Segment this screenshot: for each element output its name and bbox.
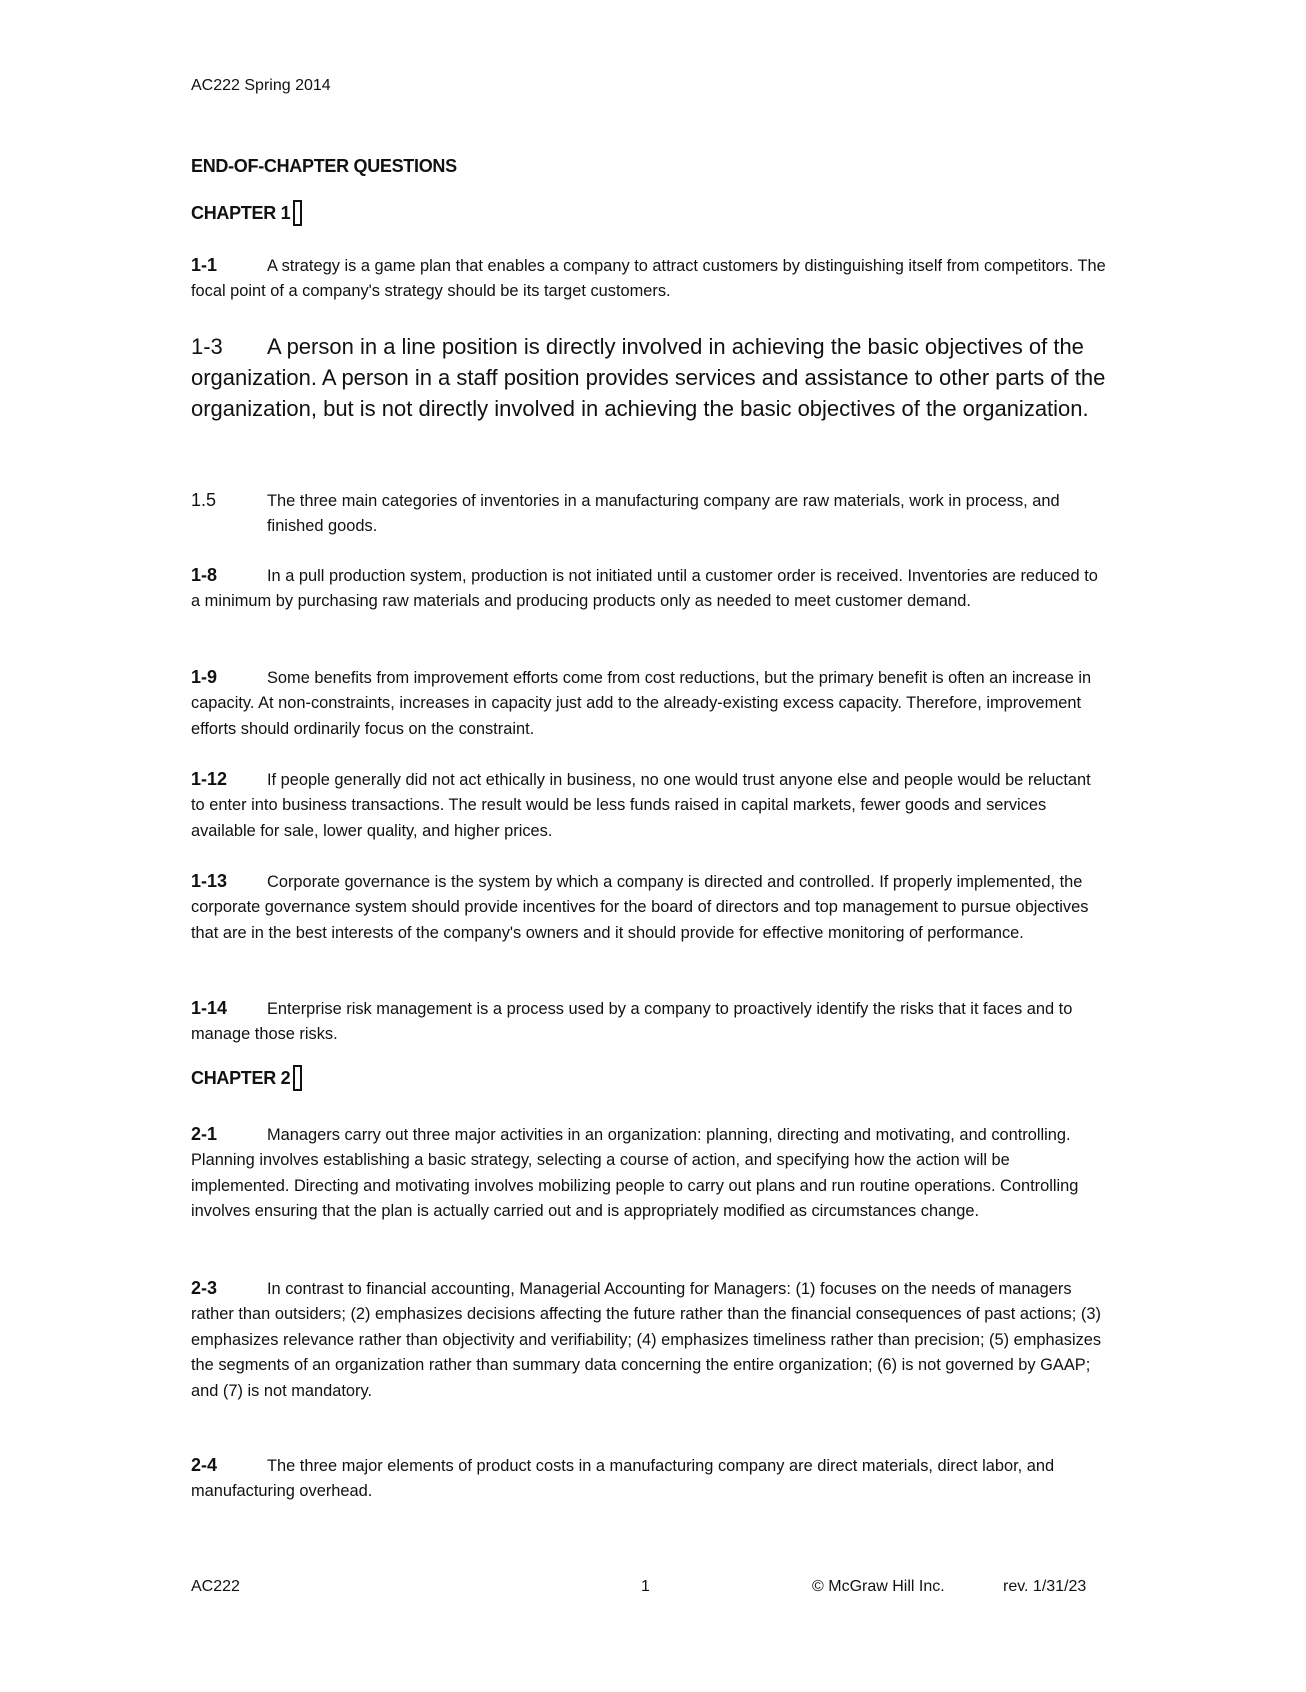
text-cursor-marker <box>293 1065 302 1091</box>
answer-text: The three main categories of inventories in a manufacturing company are raw materials, work in process, and finished goods. <box>267 492 1060 536</box>
answer-number: 1-14 <box>191 998 228 1018</box>
answer-text: A strategy is a game plan that enables a company to attract customers by distinguishing itself from competitors. The focal point of a company's strategy should be its target customers. <box>191 257 1106 301</box>
chapter-label: CHAPTER 2 <box>191 1067 291 1088</box>
answer-item <box>191 665 1106 742</box>
footer-course: AC222 <box>191 1578 240 1595</box>
answer-number: 1-13 <box>191 871 228 891</box>
page-header: AC222 Spring 2014 <box>191 77 331 94</box>
answer-number: 1-3 <box>191 334 223 359</box>
answer-item <box>191 1276 1106 1404</box>
answer-number: 1.5 <box>191 490 217 510</box>
text-cursor-marker <box>293 200 302 226</box>
answer-item <box>191 488 1106 540</box>
answer-number: 1-9 <box>191 667 218 687</box>
footer-revision: rev. 1/31/23 <box>1003 1578 1087 1595</box>
chapter-heading <box>191 1065 302 1091</box>
answer-number: 1-8 <box>191 565 218 585</box>
answer-text: Some benefits from improvement efforts come from cost reductions, but the primary benefit is often an increase in capacity. At non-constraints, increases in capacity just add to the already-existing excess capacity. Therefore, improvement efforts should ordinarily focus on the constraint. <box>191 669 1092 738</box>
answer-text: In a pull production system, production is not initiated until a customer order is received. Inventories are reduced to a minimum by purchasing raw materials and producing products only as needed to meet customer demand. <box>191 567 1098 611</box>
answer-text: Corporate governance is the system by which a company is directed and controlled. If properly implemented, the corporate governance system should provide incentives for the board of directors and top management to pursue objectives that are in the best interests of the company's owners and it should provide for effective monitoring of performance. <box>191 873 1089 942</box>
answer-text: In contrast to financial accounting, Managerial Accounting for Managers: (1) focuses on the needs of managers rather than outsiders; (2) emphasizes decisions affecting the future rather than the financial consequences of past actions; (3) emphasizes relevance rather than objectivity and verifiability; (4) emphasizes timeliness rather than precision; (5) emphasizes the segments of an organization rather than summary data concerning the entire organization; (6) is not governed by GAAP; and (7) is not mandatory. <box>191 1280 1102 1400</box>
answer-item <box>191 563 1106 615</box>
answer-number: 2-4 <box>191 1455 218 1475</box>
footer-copyright: © McGraw Hill Inc. <box>812 1578 945 1595</box>
answer-number: 2-3 <box>191 1278 218 1298</box>
chapter-label: CHAPTER 1 <box>191 202 291 223</box>
answer-item <box>191 1122 1106 1225</box>
answer-item <box>191 1453 1106 1505</box>
answer-item <box>191 869 1106 946</box>
answer-text: Managers carry out three major activities in an organization: planning, directing and motivating, and controlling. Planning involves establishing a basic strategy, selecting a course of action, and specifying how the action will be implemented. Directing and motivating involves mobilizing people to carry out plans and run routine operations. Controlling involves ensuring that the plan is actually carried out and is appropriately modified as circumstances change. <box>191 1126 1079 1221</box>
answer-text: If people generally did not act ethically in business, no one would trust anyone else and people would be reluctant to enter into business transactions. The result would be less funds raised in capital markets, fewer goods and services available for sale, lower quality, and higher prices. <box>191 771 1091 840</box>
answer-text: Enterprise risk management is a process used by a company to proactively identify the risks that it faces and to manage those risks. <box>191 1000 1073 1044</box>
answer-text: A person in a line position is directly involved in achieving the basic objectives of the organization. A person in a staff position provides services and assistance to other parts of the organization, but is not directly involved in achieving the basic objectives of the organization. <box>191 334 1106 421</box>
answer-item <box>191 331 1106 424</box>
footer-page-number: 1 <box>641 1578 650 1595</box>
answer-text: The three major elements of product costs in a manufacturing company are direct materials, direct labor, and manufacturing overhead. <box>191 1457 1055 1501</box>
answer-number: 1-1 <box>191 255 218 275</box>
answer-number: 2-1 <box>191 1124 218 1144</box>
answer-number: 1-12 <box>191 769 228 789</box>
answer-item <box>191 253 1106 305</box>
chapter-heading <box>191 200 302 226</box>
answer-item <box>191 767 1106 844</box>
answer-item <box>191 996 1106 1048</box>
document-title: END-OF-CHAPTER QUESTIONS <box>191 156 457 176</box>
